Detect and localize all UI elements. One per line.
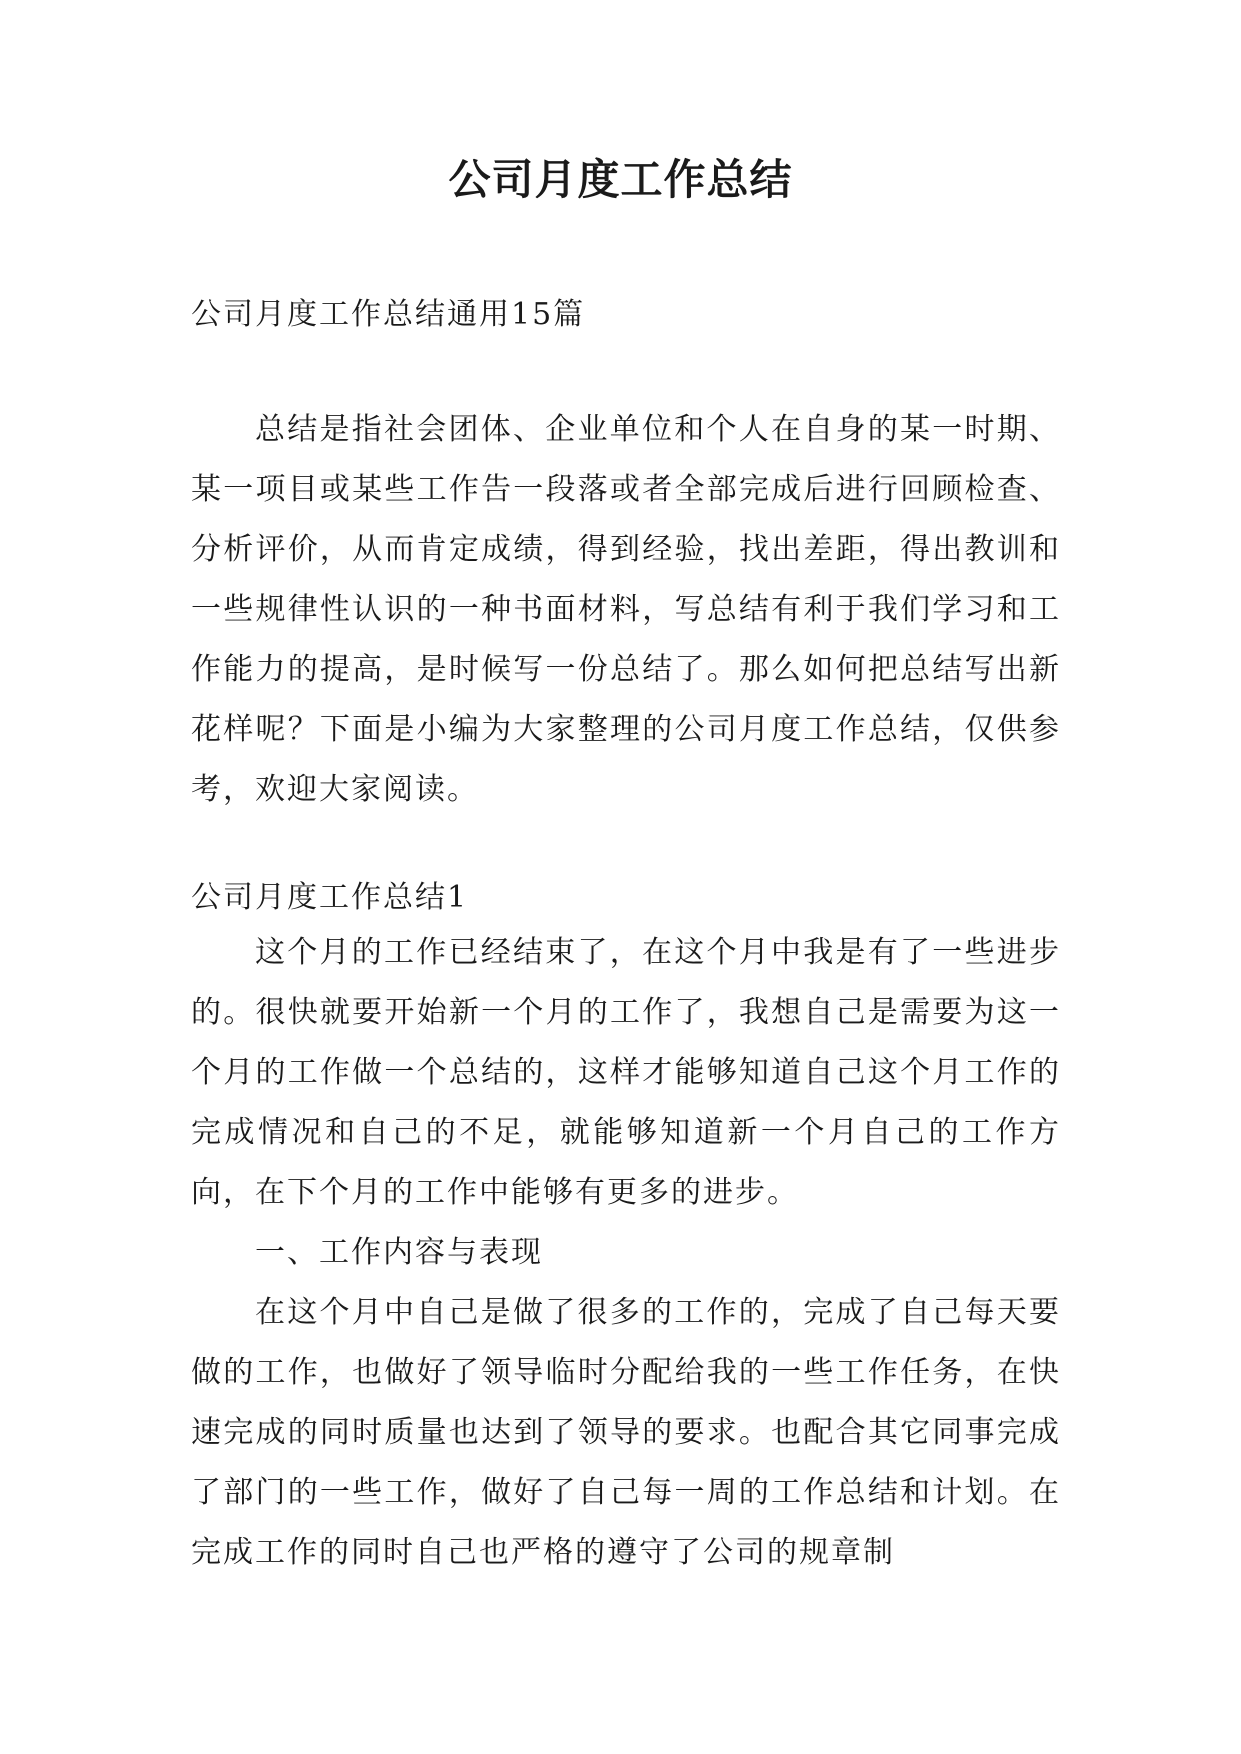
document-subtitle: 公司月度工作总结通用15篇	[191, 297, 586, 332]
section-heading: 公司月度工作总结1	[191, 880, 469, 915]
document-title: 公司月度工作总结	[448, 155, 793, 204]
intro-paragraph: 总结是指社会团体、企业单位和个人在自身的某一时期、某一项目或某些工作告一段落或者全部完成后进行回顾检查、分析评价，从而肯定成绩，得到经验，找出差距，得出教训和一些规律性认识的一种书面材料，写总结有利于我们学习和工作能力的提高，是时候写一份总结了。那么如何把总结写出新花样呢？下面是小编为大家整理的公司月度工作总结，仅供参考，欢迎大家阅读。	[191, 412, 1061, 807]
section-subheading: 一、工作内容与表现	[255, 1235, 543, 1270]
section-paragraph: 这个月的工作已经结束了，在这个月中我是有了一些进步的。很快就要开始新一个月的工作了，我想自己是需要为这一个月的工作做一个总结的，这样才能够知道自己这个月工作的完成情况和自己的不足，就能够知道新一个月自己的工作方向，在下个月的工作中能够有更多的进步。	[191, 935, 1061, 1210]
section-body	[191, 923, 1061, 1583]
section-paragraph: 在这个月中自己是做了很多的工作的，完成了自己每天要做的工作，也做好了领导临时分配给我的一些工作任务，在快速完成的同时质量也达到了领导的要求。也配合其它同事完成了部门的一些工作，做好了自己每一周的工作总结和计划。在完成工作的同时自己也严格的遵守了公司的规章制	[191, 1295, 1061, 1570]
